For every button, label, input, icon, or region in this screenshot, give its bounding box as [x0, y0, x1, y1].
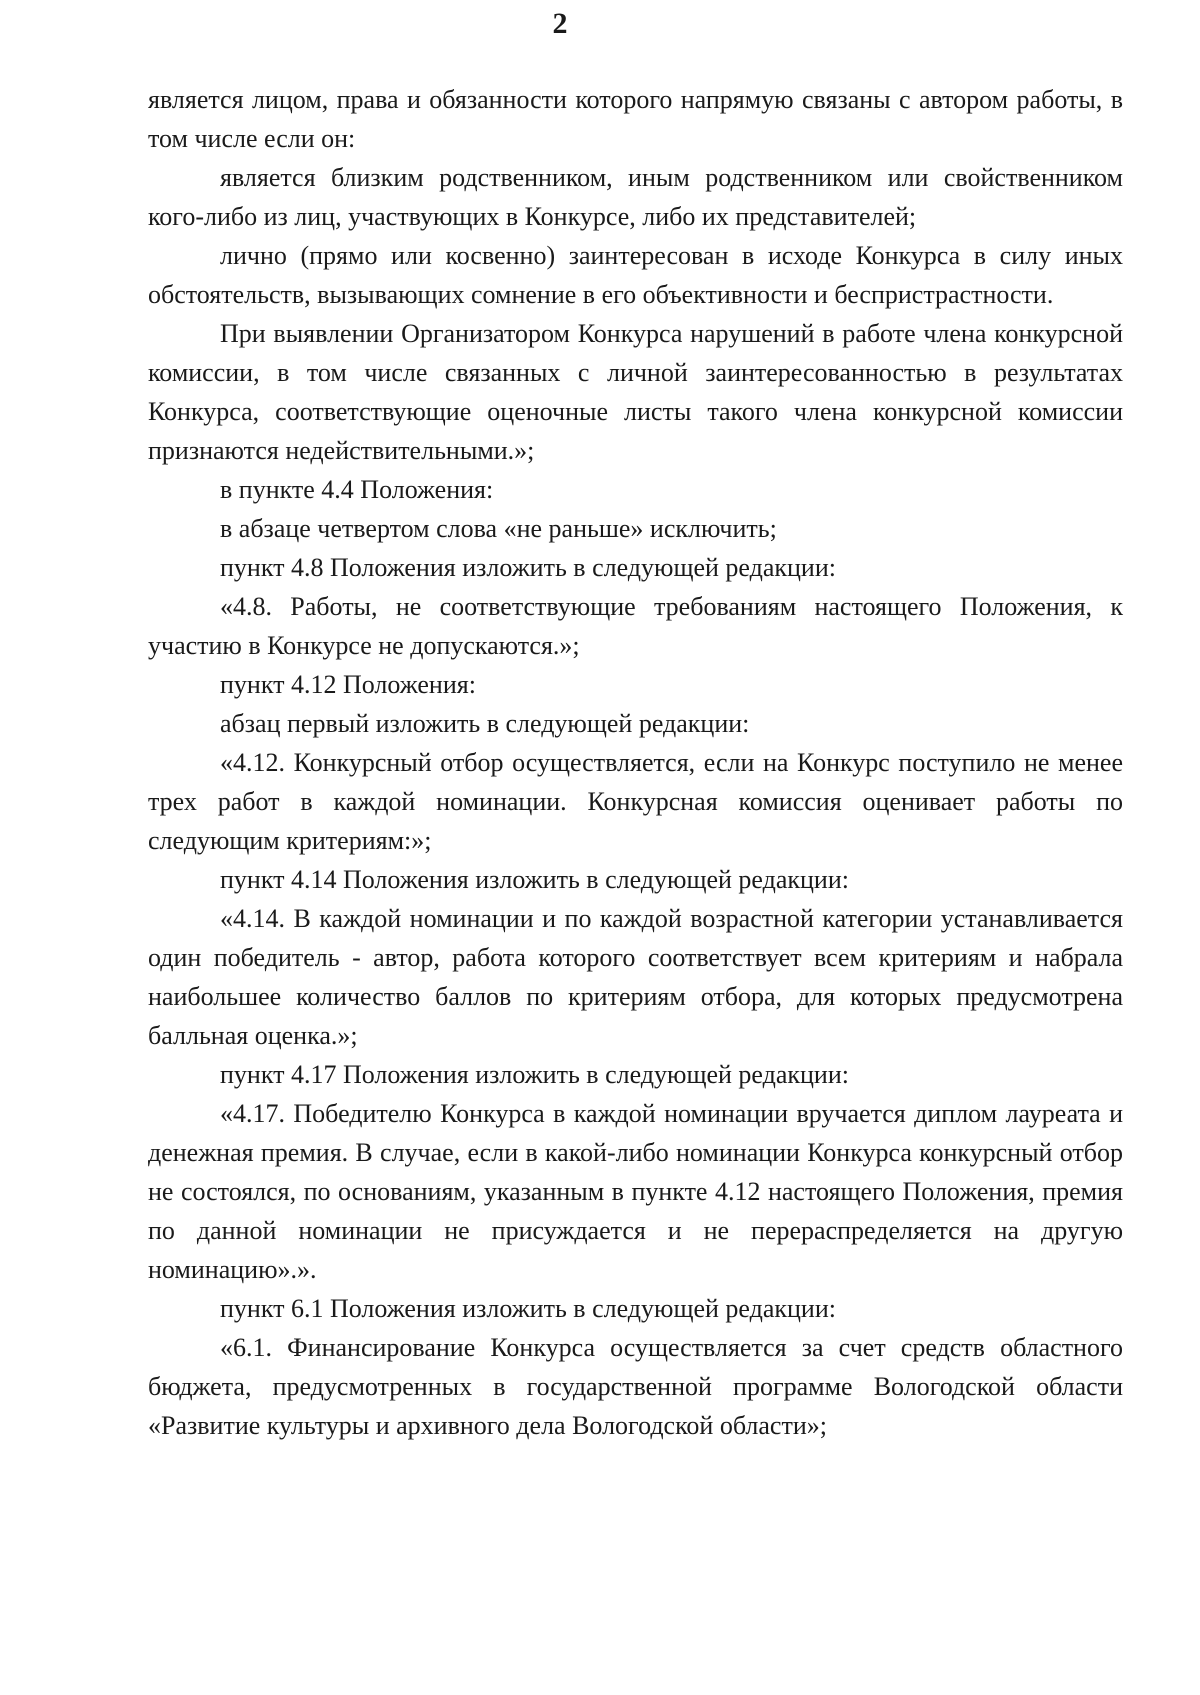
paragraph: пункт 4.8 Положения изложить в следующей редакции: [220, 553, 836, 582]
paragraph: является лицом, права и обязанности которого напрямую связаны с автором работы, в том числе если он: [148, 85, 1123, 153]
paragraph: «4.17. Победителю Конкурса в каждой номинации вручается диплом лауреата и денежная премия. В случае, если в какой-либо номинации Конкурса конкурсный отбор не состоялся, по основаниям, указанным в пункте 4.12 настоящего Положения, премия по данной номинации не присуждается и не перераспределяется на другую номинацию».». [148, 1099, 1123, 1284]
page-number: 2 [552, 7, 568, 40]
paragraph: в абзаце четвертом слова «не раньше» исключить; [220, 514, 777, 543]
paragraph: «4.14. В каждой номинации и по каждой возрастной категории устанавливается один победитель - автор, работа которого соответствует всем критериям и набрала наибольшее количество баллов по критериям отбора, для которых предусмотрена балльная оценка.»; [148, 904, 1123, 1050]
paragraph: «4.8. Работы, не соответствующие требованиям настоящего Положения, к участию в Конкурсе не допускаются.»; [148, 592, 1123, 660]
paragraph: является близким родственником, иным родственником или свойственником кого-либо из лиц, участвующих в Конкурсе, либо их представителей; [148, 163, 1123, 231]
paragraph: При выявлении Организатором Конкурса нарушений в работе члена конкурсной комиссии, в том числе связанных с личной заинтересованностью в результатах Конкурса, соответствующие оценочные листы такого члена конкурсной комиссии признаются недействительными.»; [148, 319, 1123, 465]
paragraph: лично (прямо или косвенно) заинтересован в исходе Конкурса в силу иных обстоятельств, вызывающих сомнение в его объективности и беспристрастности. [148, 241, 1123, 309]
paragraph: «6.1. Финансирование Конкурса осуществляется за счет средств областного бюджета, предусмотренных в государственной программе Вологодской области «Развитие культуры и архивного дела Вологодской области»; [148, 1333, 1123, 1440]
paragraph: пункт 6.1 Положения изложить в следующей редакции: [220, 1294, 836, 1323]
paragraph: абзац первый изложить в следующей редакции: [220, 709, 750, 738]
paragraph: пункт 4.17 Положения изложить в следующей редакции: [220, 1060, 849, 1089]
paragraph: «4.12. Конкурсный отбор осуществляется, если на Конкурс поступило не менее трех работ в каждой номинации. Конкурсная комиссия оценивает работы по следующим критериям:»; [148, 748, 1123, 855]
paragraph: в пункте 4.4 Положения: [220, 475, 494, 504]
paragraph: пункт 4.14 Положения изложить в следующей редакции: [220, 865, 849, 894]
paragraph: пункт 4.12 Положения: [220, 670, 476, 699]
document-body [148, 80, 1123, 1445]
